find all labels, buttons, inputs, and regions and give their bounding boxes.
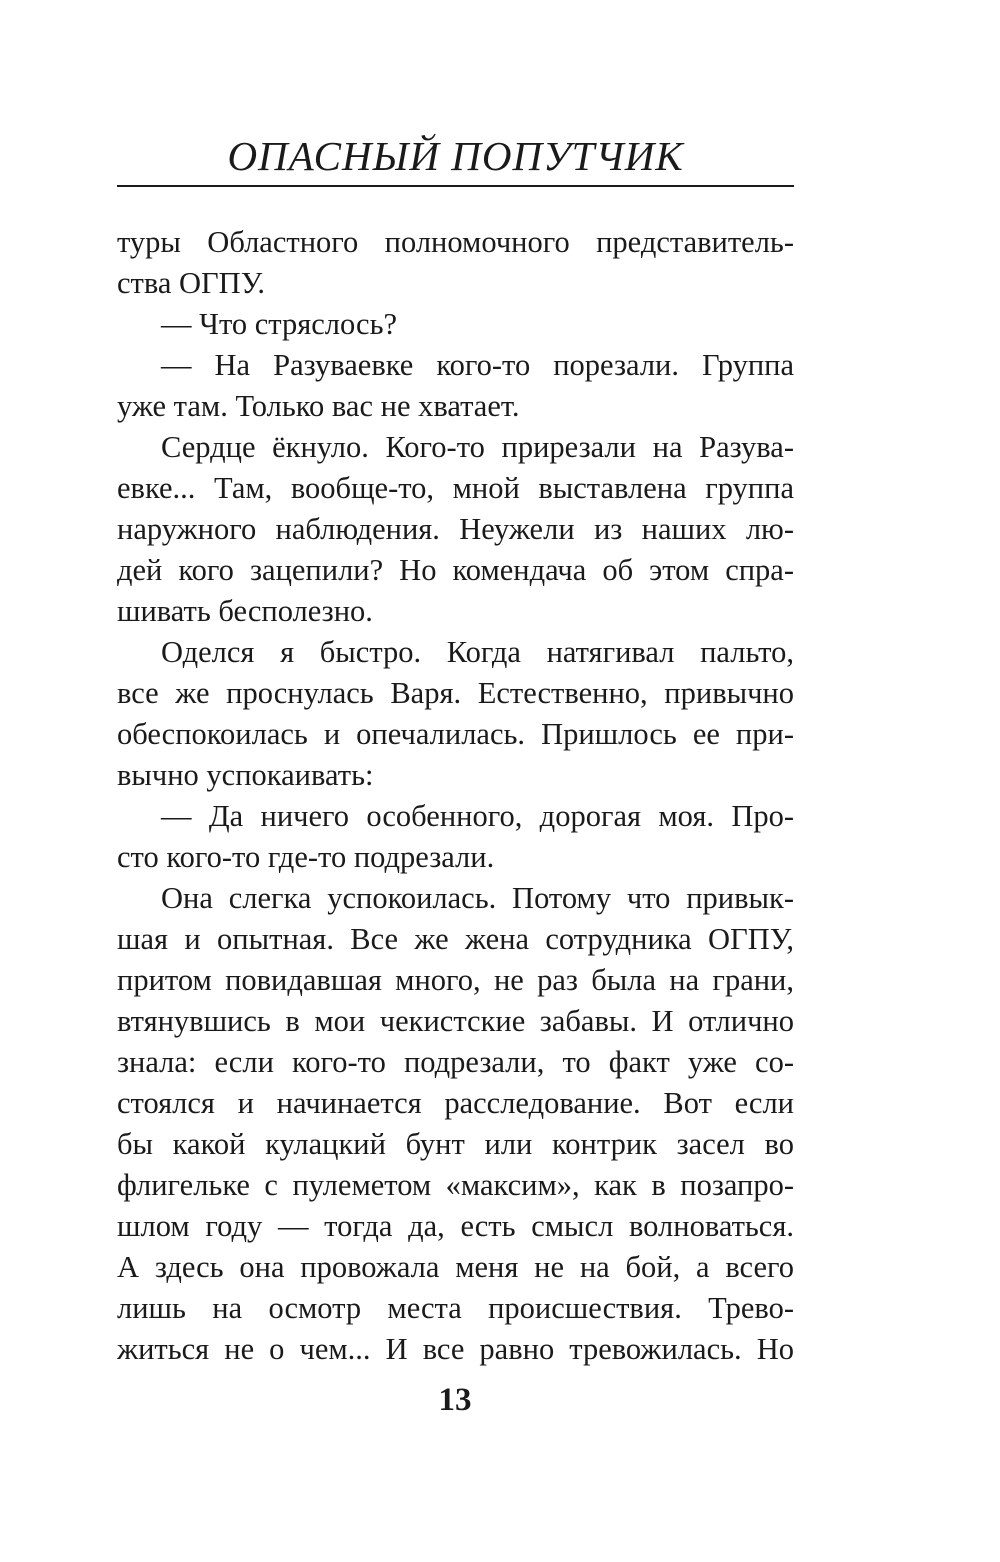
text-line: — Да ничего особенного, дорогая моя. Про- bbox=[161, 799, 794, 833]
text-line: лишь на осмотр места происшествия. Трево- bbox=[117, 1291, 794, 1325]
text-line: Сердце ёкнуло. Кого-то прирезали на Разува- bbox=[161, 430, 794, 464]
text-line: Оделся я быстро. Когда натягивал пальто, bbox=[161, 635, 794, 669]
text-line: флигельке с пулеметом «максим», как в позапро- bbox=[117, 1168, 794, 1202]
text-line: — На Разуваевке кого-то порезали. Группа bbox=[161, 348, 794, 382]
text-line: Она слегка успокоилась. Потому что привык- bbox=[161, 881, 794, 915]
text-line: втянувшись в мои чекистские забавы. И отлично bbox=[117, 1004, 794, 1038]
text-line: — Что стряслось? bbox=[161, 307, 398, 341]
text-line: вычно успокаивать: bbox=[117, 758, 374, 792]
text-line: сто кого-то где-то подрезали. bbox=[117, 840, 495, 874]
text-line: знала: если кого-то подрезали, то факт уже со- bbox=[117, 1045, 794, 1079]
text-line: все же проснулась Варя. Естественно, привычно bbox=[117, 676, 794, 710]
text-line: притом повидавшая много, не раз была на грани, bbox=[117, 963, 794, 997]
text-line: дей кого зацепили? Но комендача об этом спра- bbox=[117, 553, 794, 587]
text-line: шая и опытная. Все же жена сотрудника ОГПУ, bbox=[117, 922, 794, 956]
text-line: шивать бесполезно. bbox=[117, 594, 373, 628]
text-line: А здесь она провожала меня не на бой, а всего bbox=[117, 1250, 794, 1284]
text-line: евке... Там, вообще-то, мной выставлена группа bbox=[117, 471, 794, 505]
text-line: обеспокоилась и опечалилась. Пришлось ее при- bbox=[117, 717, 794, 751]
header-rule bbox=[117, 185, 794, 187]
running-head: ОПАСНЫЙ ПОПУТЧИК bbox=[227, 133, 684, 179]
text-line: ства ОГПУ. bbox=[117, 266, 265, 300]
body-text bbox=[117, 222, 794, 1370]
text-line: житься не о чем... И все равно тревожилась. Но bbox=[117, 1332, 794, 1366]
text-line: бы какой кулацкий бунт или контрик засел во bbox=[117, 1127, 794, 1161]
text-line: туры Областного полномочного представитель- bbox=[117, 225, 794, 259]
text-line: наружного наблюдения. Неужели из наших лю- bbox=[117, 512, 794, 546]
text-line: уже там. Только вас не хватает. bbox=[117, 389, 520, 423]
text-line: шлом году — тогда да, есть смысл волноваться. bbox=[117, 1209, 794, 1243]
text-line: стоялся и начинается расследование. Вот если bbox=[117, 1086, 794, 1120]
page-number: 13 bbox=[438, 1382, 472, 1418]
